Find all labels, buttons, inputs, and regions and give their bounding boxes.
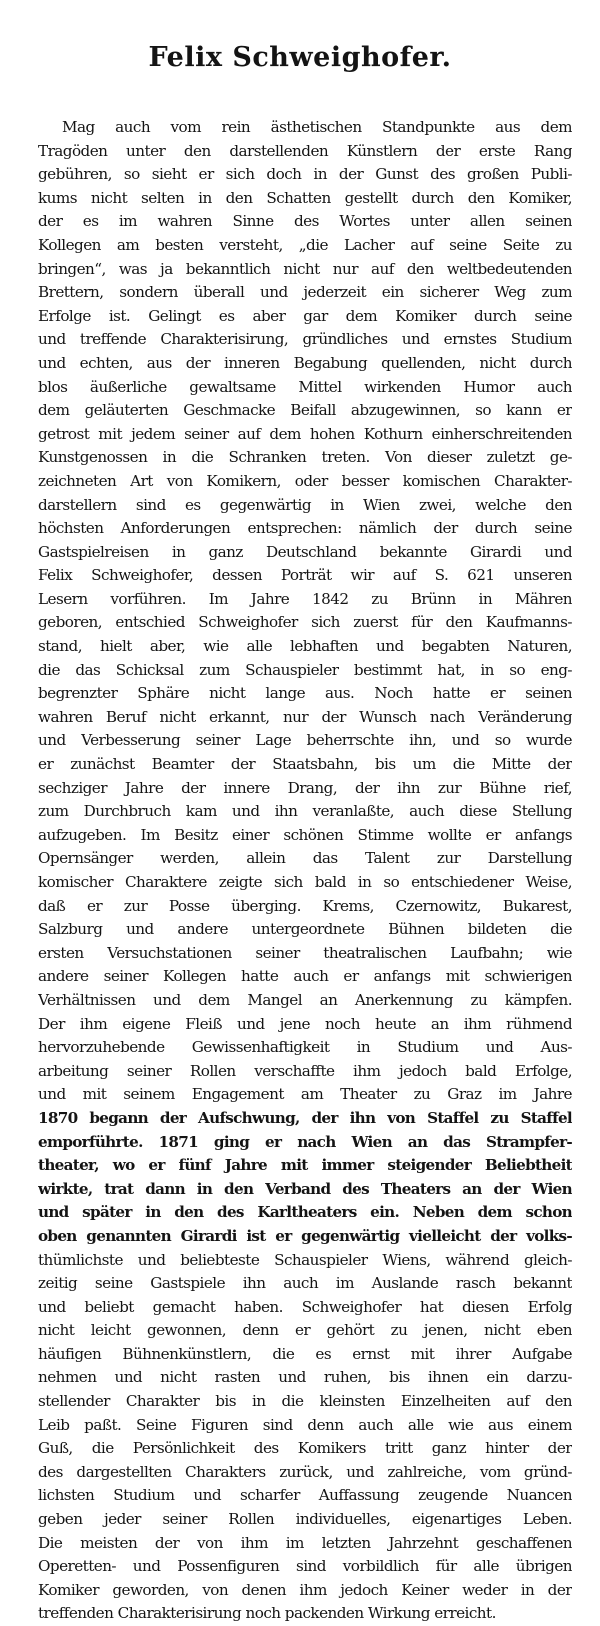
article-text-line: Kollegen am besten versteht, „die Lacher auf seine Seite zu [38,235,572,254]
article-text-line: lichsten Studium und scharfer Auffassung zeugende Nuancen [38,1486,572,1505]
article-text-line: und mit seinem Engagement am Theater zu Graz im Jahre [38,1085,572,1104]
article-text-line: thümlichste und beliebteste Schauspieler Wiens, während gleich- [38,1250,572,1269]
article-text-line: und Verbesserung seiner Lage beherrschte ihn, und so wurde [38,731,572,750]
article-text-line: Die meisten der von ihm im letzten Jahrzehnt geschaffenen [38,1533,572,1552]
article-text-line: arbeitung seiner Rollen verschaffte ihm jedoch bald Erfolge, [38,1061,572,1080]
article-text-line: dem geläuterten Geschmacke Beifall abzugewinnen, so kann er [38,401,572,420]
article-text-line: der es im wahren Sinne des Wortes unter allen seinen [38,212,572,231]
article-text-line: stand, hielt aber, wie alle lebhaften und begabten Naturen, [38,637,572,656]
article-text-line: Brettern, sondern überall und jederzeit ein sicherer Weg zum [38,283,572,302]
article-text-line: Leib paßt. Seine Figuren sind denn auch alle wie aus einem [38,1415,572,1434]
article-text-line: daß er zur Posse überging. Krems, Czernowitz, Bukarest, [38,896,572,915]
article-text-line: die das Schicksal zum Schauspieler bestimmt hat, in so eng- [38,660,572,679]
article-text-line: Operetten- und Possenfiguren sind vorbildlich für alle übrigen [38,1557,572,1576]
article-title: Felix Schweighofer. [148,42,452,73]
article-text-line: emporführte. 1871 ging er nach Wien an das Strampfer- [38,1132,572,1151]
article-text-line: begrenzter Sphäre nicht lange aus. Noch hatte er seinen [38,684,572,703]
article-text-line: und echten, aus der inneren Begabung quellenden, nicht durch [38,353,572,372]
article-text-line: häufigen Bühnenkünstlern, die es ernst mit ihrer Aufgabe [38,1344,572,1363]
article-text-line: andere seiner Kollegen hatte auch er anfangs mit schwierigen [38,967,572,986]
article-text-line: Mag auch vom rein ästhetischen Standpunkte aus dem [62,118,572,136]
article-text-line: wirkte, trat dann in den Verband des Theaters an der Wien [38,1179,572,1198]
article-text-line: oben genannten Girardi ist er gegenwärtig vielleicht der volks- [38,1226,572,1245]
article-text-line: sechziger Jahre der innere Drang, der ihn zur Bühne rief, [38,778,572,797]
article-text-line: zeichneten Art von Komikern, oder besser komischen Charakter- [38,471,572,490]
article-text-line: des dargestellten Charakters zurück, und zahlreiche, vom gründ- [38,1462,572,1481]
article-text-line: theater, wo er fünf Jahre mit immer steigender Beliebtheit [38,1156,572,1175]
article-text-line: bringen“, was ja bekanntlich nicht nur auf den weltbedeutenden [38,259,572,278]
article-text-line: wahren Beruf nicht erkannt, nur der Wunsch nach Veränderung [38,707,572,726]
article-text-line: Gastspielreisen in ganz Deutschland bekannte Girardi und [38,542,572,561]
article-text-line: Kunstgenossen in die Schranken treten. Von dieser zuletzt ge- [38,448,572,467]
article-text-line: und beliebt gemacht haben. Schweighofer hat diesen Erfolg [38,1297,572,1316]
article-body [38,116,572,1626]
article-text-line: und später in den des Karltheaters ein. Neben dem schon [38,1203,572,1222]
article-text-line: getrost mit jedem seiner auf dem hohen Kothurn einherschreitenden [38,424,572,443]
article-text-line: aufzugeben. Im Besitz einer schönen Stimme wollte er anfangs [38,825,572,844]
article-text-line: nehmen und nicht rasten und ruhen, bis ihnen ein darzu- [38,1368,572,1387]
article-text-line: zum Durchbruch kam und ihn veranlaßte, auch diese Stellung [38,802,572,821]
article-text-line: Der ihm eigene Fleiß und jene noch heute an ihm rühmend [38,1014,572,1033]
article-text-line: höchsten Anforderungen entsprechen: nämlich der durch seine [38,519,572,538]
article-text-line: Lesern vorführen. Im Jahre 1842 zu Brünn in Mähren [38,589,572,608]
article-text-line: und treffende Charakterisirung, gründliches und ernstes Studium [38,330,572,349]
article-text-line: Verhältnissen und dem Mangel an Anerkennung zu kämpfen. [38,990,572,1009]
article-text-line: gebühren, so sieht er sich doch in der Gunst des großen Publi- [38,165,572,184]
article-text-line: kums nicht selten in den Schatten gestellt durch den Komiker, [38,188,572,207]
article-text-line: Komiker geworden, von denen ihm jedoch Keiner weder in der [38,1580,572,1599]
article-text-line: Tragöden unter den darstellenden Künstlern der erste Rang [38,141,572,160]
article-text-line: 1870 begann der Aufschwung, der ihn von Staffel zu Staffel [38,1108,572,1127]
article-text-line: Felix Schweighofer, dessen Porträt wir auf S. 621 unseren [38,566,572,585]
article-text-line: Guß, die Persönlichkeit des Komikers tritt ganz hinter der [38,1439,572,1458]
article-text-line: Salzburg und andere untergeordnete Bühnen bildeten die [38,920,572,939]
article-text-line: stellender Charakter bis in die kleinsten Einzelheiten auf den [38,1392,572,1411]
article-text-line: er zunächst Beamter der Staatsbahn, bis um die Mitte der [38,755,572,774]
article-text-line: geboren, entschied Schweighofer sich zuerst für den Kaufmanns- [38,613,572,632]
article-text-line: komischer Charaktere zeigte sich bald in so entschiedener Weise, [38,873,572,891]
article-text-line: nicht leicht gewonnen, denn er gehört zu jenen, nicht eben [38,1321,572,1340]
article-text-line: Erfolge ist. Gelingt es aber gar dem Komiker durch seine [38,306,572,325]
article-text-line: blos äußerliche gewaltsame Mittel wirkenden Humor auch [38,377,572,396]
article-text-line: treffenden Charakterisirung noch packenden Wirkung erreicht. [38,1604,496,1623]
article-text-line: darstellern sind es gegenwärtig in Wien zwei, welche den [38,495,572,514]
article-text-line: hervorzuhebende Gewissenhaftigkeit in Studium und Aus- [38,1038,572,1057]
article-text-line: geben jeder seiner Rollen individuelles, eigenartiges Leben. [38,1510,572,1529]
article-text-line: ersten Versuchstationen seiner theatralischen Laufbahn; wie [38,943,572,962]
article-text-line: zeitig seine Gastspiele ihn auch im Auslande rasch bekannt [38,1274,572,1293]
article-text-line: Opernsänger werden, allein das Talent zur Darstellung [38,849,572,868]
